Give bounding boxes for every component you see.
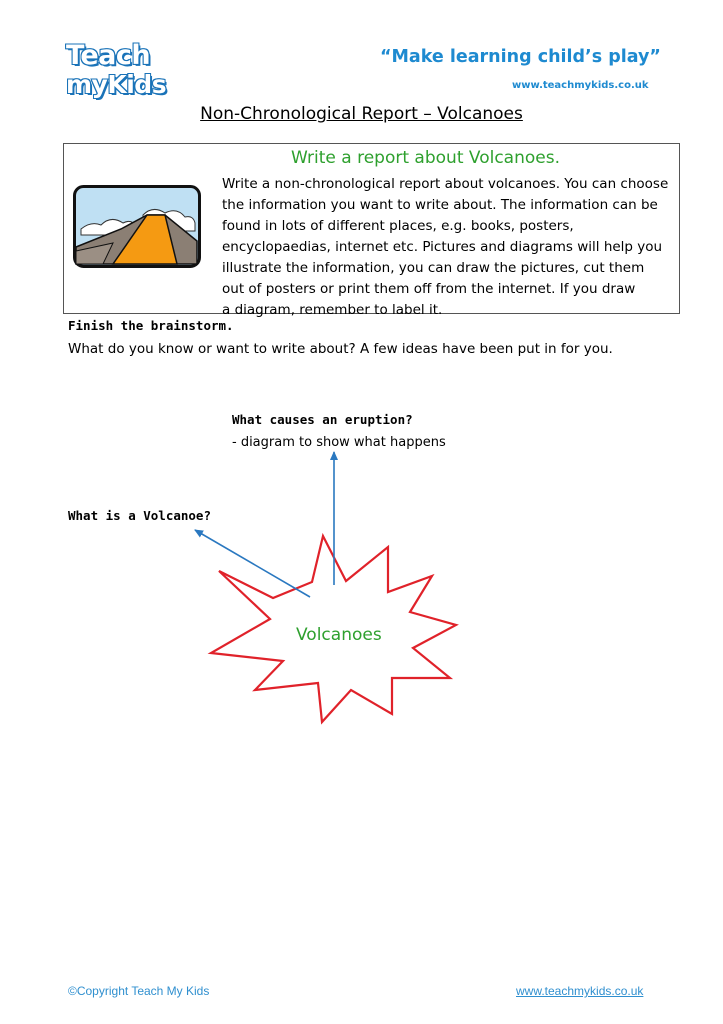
branch-eruption-title: What causes an eruption? (232, 412, 413, 427)
worksheet-title: Non-Chronological Report – Volcanoes (200, 104, 523, 124)
brainstorm-prompt: What do you know or want to write about? A few ideas have been put in for you. (68, 341, 613, 357)
logo-kids: Kids (107, 70, 167, 99)
center-topic-label: Volcanoes (296, 625, 382, 645)
logo-my: my (66, 70, 108, 99)
task-line: found in lots of different places, e.g. books, posters, (222, 218, 574, 234)
brainstorm-heading: Finish the brainstorm. (68, 318, 234, 333)
tagline: “Make learning child’s play” (380, 47, 661, 67)
task-line: illustrate the information, you can draw the pictures, cut them (222, 260, 645, 276)
logo-teach: Teach (66, 40, 151, 71)
copyright-text: ©Copyright Teach My Kids (68, 984, 210, 998)
task-heading: Write a report about Volcanoes. (291, 148, 560, 168)
task-line: a diagram, remember to label it. (222, 302, 443, 318)
branch-eruption-note: - diagram to show what happens (232, 435, 446, 450)
task-line: out of posters or print them off from the internet. If you draw (222, 281, 636, 297)
header-website: www.teachmykids.co.uk (512, 80, 649, 91)
task-line: encyclopaedias, internet etc. Pictures and diagrams will help you (222, 239, 663, 255)
task-line: the information you want to write about. The information can be (222, 197, 658, 213)
task-line: Write a non-chronological report about volcanoes. You can choose (222, 176, 669, 192)
branch-what-is-title: What is a Volcanoe? (68, 508, 211, 523)
footer-website-link[interactable]: www.teachmykids.co.uk (516, 984, 644, 998)
